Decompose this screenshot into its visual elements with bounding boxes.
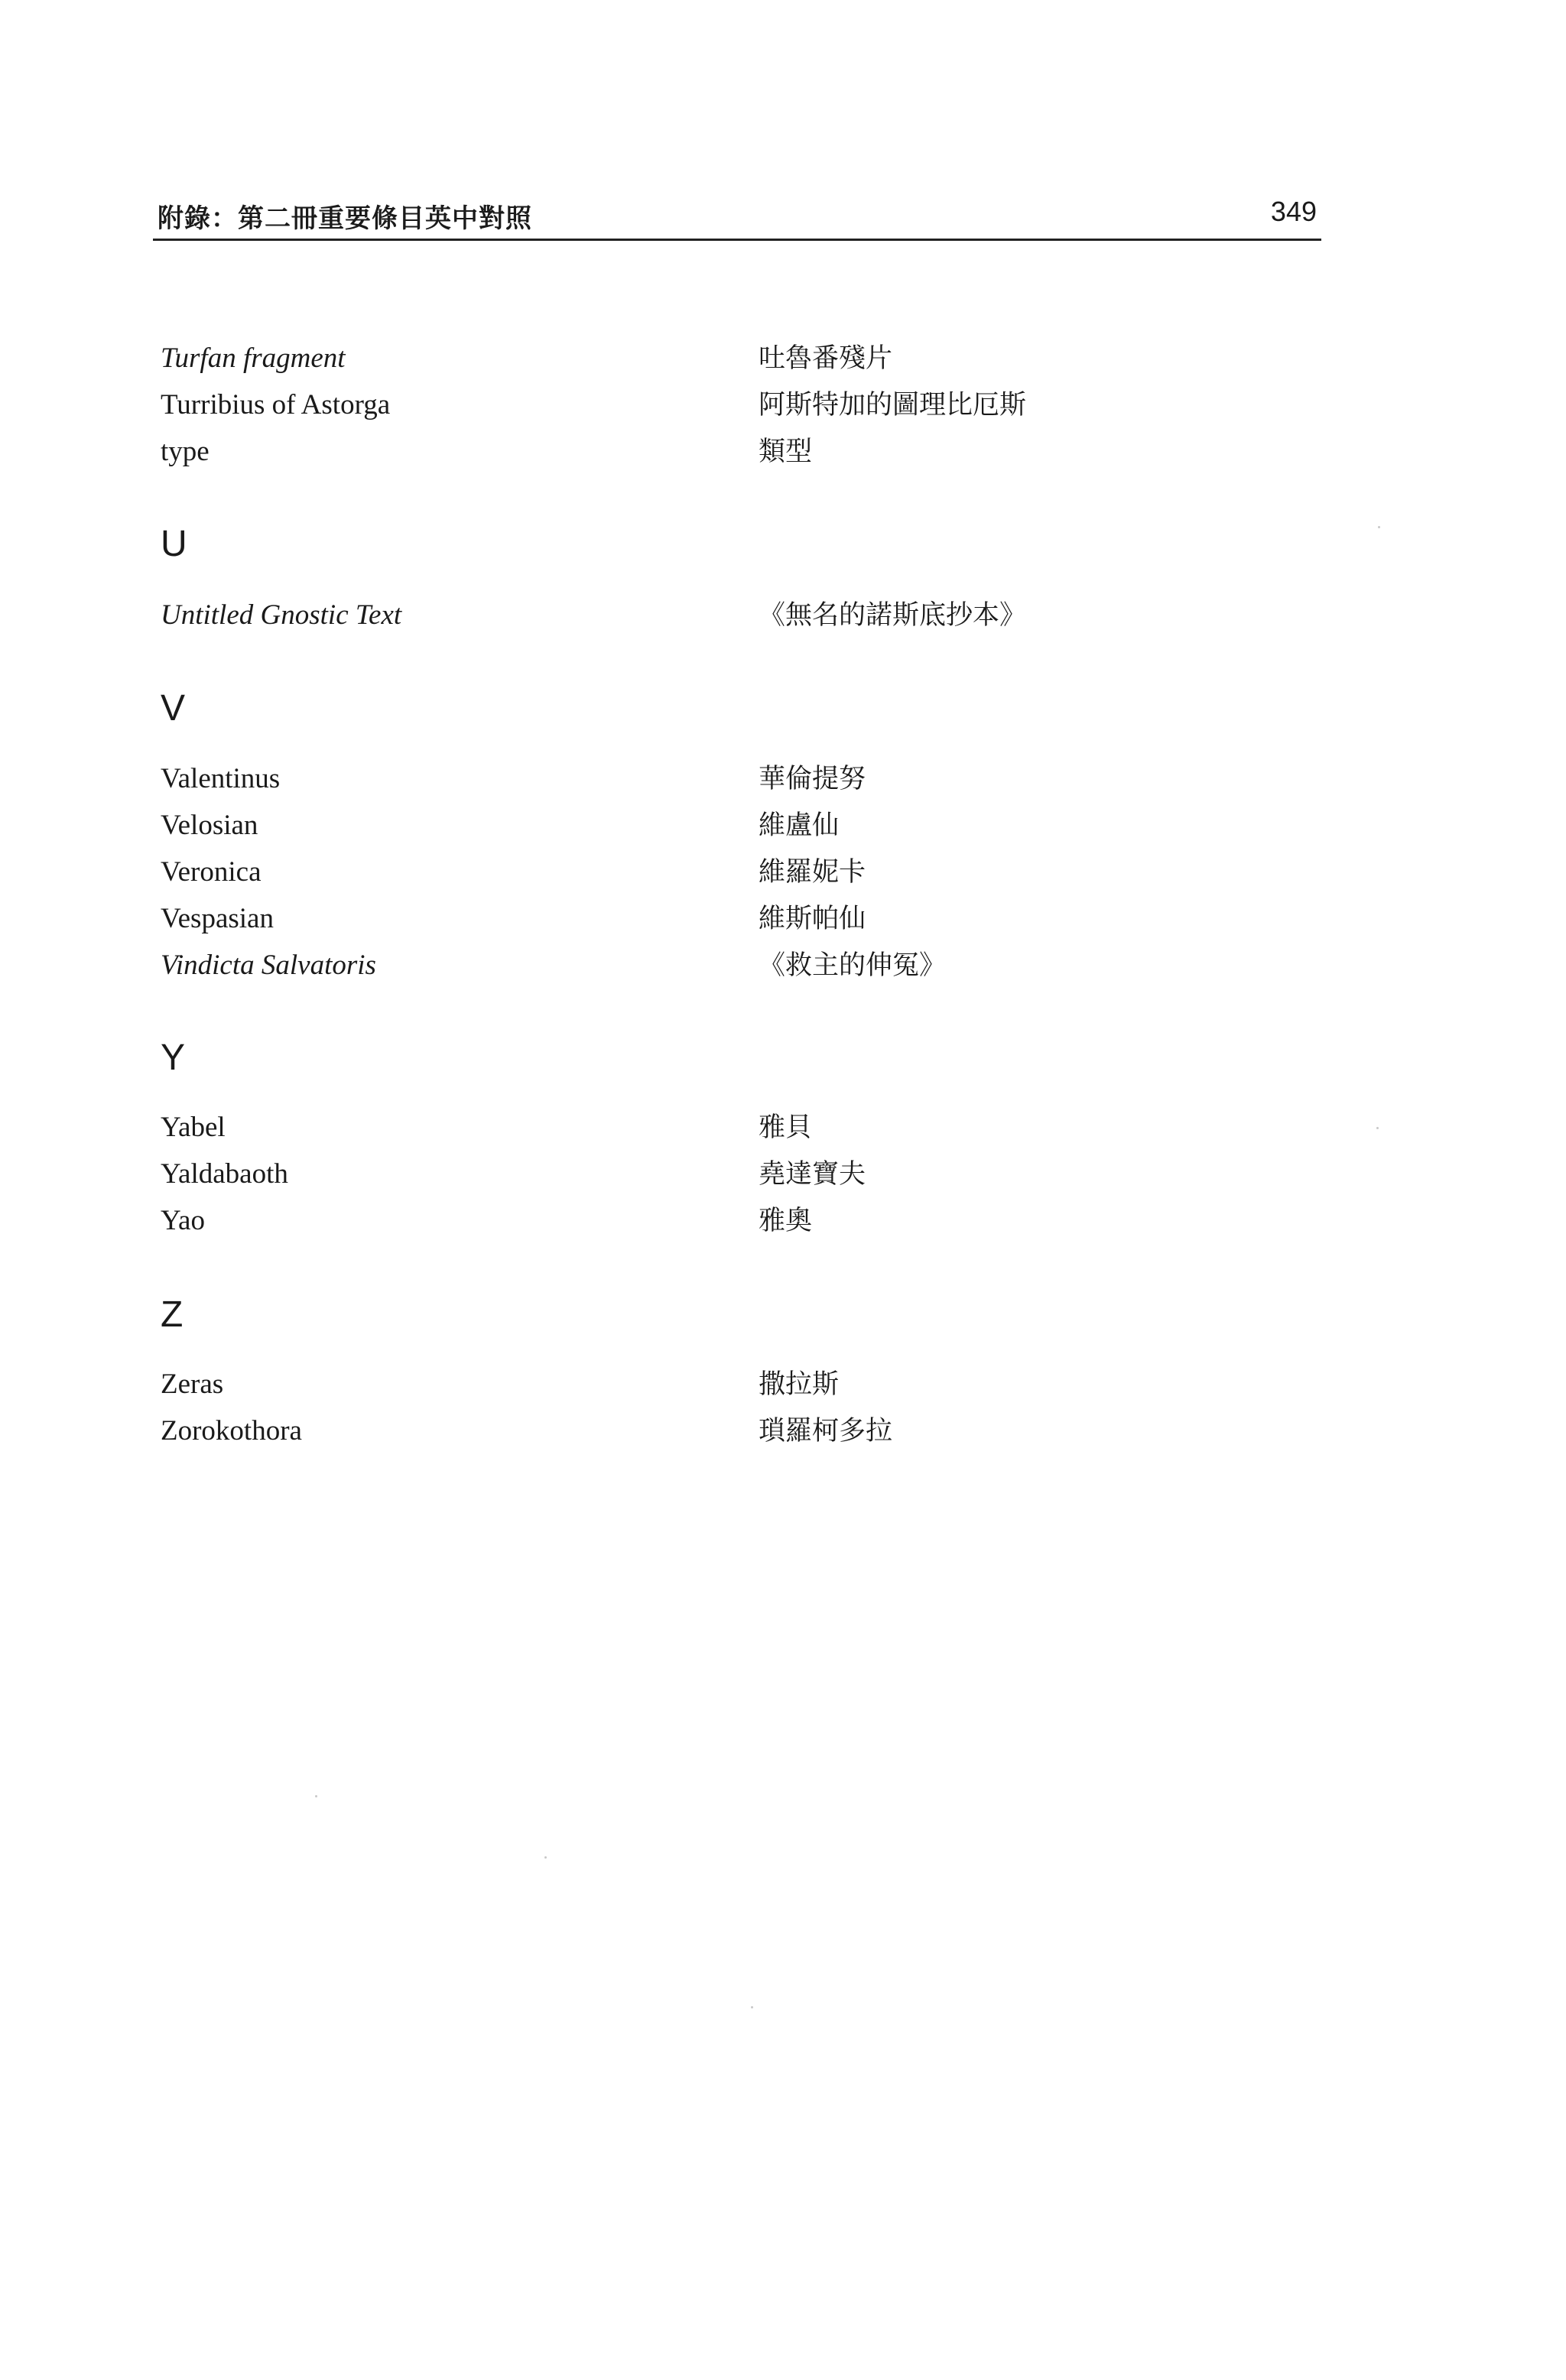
glossary-section-t	[161, 341, 1231, 481]
chinese-translation: 《救主的伸冤》	[759, 950, 947, 981]
glossary-entry	[161, 341, 1231, 388]
english-term: Vespasian	[161, 903, 274, 934]
glossary-entry	[161, 598, 1231, 645]
glossary-entry	[161, 1203, 1231, 1250]
glossary-entry	[161, 388, 1231, 434]
running-head-title: 附錄：第二冊重要條目英中對照	[158, 203, 532, 234]
chinese-translation: 雅貝	[759, 1112, 813, 1143]
glossary-entry	[161, 1110, 1231, 1157]
section-letter-y: Y	[161, 1037, 186, 1078]
glossary-entry	[161, 901, 1231, 948]
glossary-entry	[161, 948, 1231, 995]
glossary-entry	[161, 855, 1231, 901]
chinese-translation: 堯達寶夫	[759, 1159, 866, 1190]
glossary-section-z	[161, 1367, 1231, 1460]
chinese-translation: 華倫提努	[759, 764, 866, 794]
glossary-entry	[161, 1157, 1231, 1203]
page-number: 349	[1270, 196, 1317, 227]
chinese-translation: 《無名的諾斯底抄本》	[759, 600, 1027, 631]
chinese-translation: 類型	[759, 437, 813, 467]
english-term: Valentinus	[161, 763, 281, 794]
chinese-translation: 撒拉斯	[759, 1369, 840, 1400]
chinese-translation: 維斯帕仙	[759, 904, 866, 934]
chinese-translation: 瑣羅柯多拉	[759, 1416, 893, 1447]
chinese-translation: 維盧仙	[759, 810, 840, 841]
scan-speck	[1376, 1127, 1379, 1129]
chinese-translation: 吐魯番殘片	[759, 343, 893, 374]
glossary-entry	[161, 761, 1231, 808]
scan-speck	[1378, 526, 1380, 528]
english-term: Yabel	[161, 1112, 226, 1143]
glossary-entry	[161, 434, 1231, 481]
english-term: Zeras	[161, 1369, 224, 1400]
english-term: Vindicta Salvatoris	[161, 950, 376, 981]
glossary-entry	[161, 1414, 1231, 1460]
scan-speck	[315, 1795, 317, 1797]
section-letter-u: U	[161, 524, 187, 564]
english-term: Yaldabaoth	[161, 1158, 288, 1190]
scan-speck	[751, 2006, 753, 2008]
glossary-section-u	[161, 598, 1231, 645]
chinese-translation: 維羅妮卡	[759, 857, 866, 888]
english-term: Yao	[161, 1205, 205, 1236]
english-term: Untitled Gnostic Text	[161, 599, 402, 631]
scan-speck	[544, 1856, 547, 1859]
english-term: Turfan fragment	[161, 343, 346, 374]
english-term: Turribius of Astorga	[161, 389, 391, 420]
english-term: type	[161, 436, 210, 467]
section-letter-v: V	[161, 688, 186, 729]
glossary-entry	[161, 808, 1231, 855]
page-header	[153, 193, 1321, 241]
section-letter-z: Z	[161, 1294, 184, 1335]
english-term: Velosian	[161, 810, 258, 841]
english-term: Veronica	[161, 856, 262, 888]
english-term: Zorokothora	[161, 1415, 302, 1447]
glossary-section-y	[161, 1110, 1231, 1250]
glossary-section-v	[161, 761, 1231, 995]
chinese-translation: 阿斯特加的圖理比厄斯	[759, 390, 1027, 420]
glossary-entry	[161, 1367, 1231, 1414]
chinese-translation: 雅奧	[759, 1206, 813, 1236]
